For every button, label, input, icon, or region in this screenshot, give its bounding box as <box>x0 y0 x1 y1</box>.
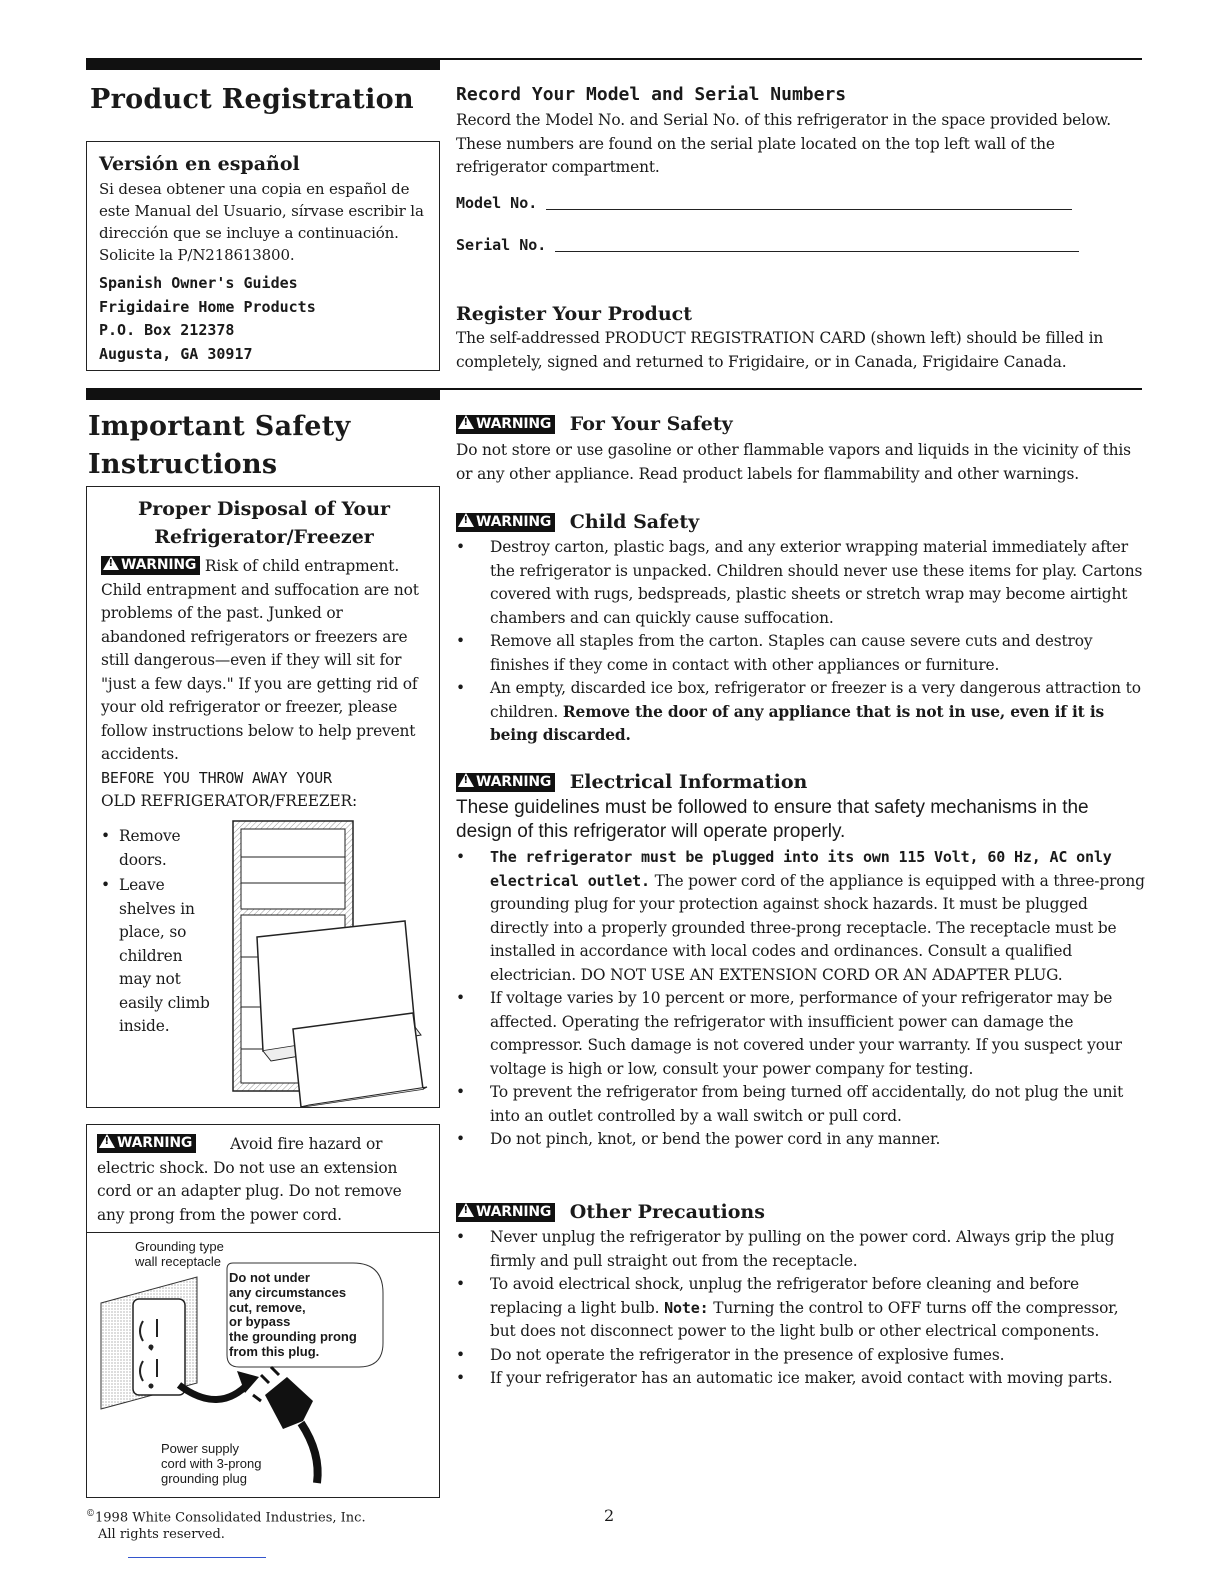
page-title-product-registration: Product Registration <box>90 84 414 115</box>
other-precautions-bullets <box>456 1226 1146 1391</box>
spanish-version-box <box>86 141 440 371</box>
list-item: • To avoid electrical shock, unplug the refrigerator before cleaning and before replacing a light bulb. Note: Turning the control to OFF turns off the compressor, but does not disconnect power to the light bulb or other electrical components. <box>456 1273 1146 1344</box>
model-number-label: Model No. <box>456 193 538 212</box>
top-rule-right <box>440 58 1142 60</box>
warning-badge: !WARNING <box>456 773 555 792</box>
model-number-field[interactable] <box>456 194 1146 212</box>
register-product-heading: Register Your Product <box>456 303 693 325</box>
list-item: • An empty, discarded ice box, refrigerator or freezer is a very dangerous attraction to children. Remove the door of any appliance that is not in use, even if it is being discarded. <box>456 677 1146 748</box>
grounding-plug-icon <box>253 1367 318 1483</box>
other-precautions-section <box>456 1200 1146 1391</box>
list-item: • Do not pinch, knot, or bend the power cord in any manner. <box>456 1128 1146 1152</box>
disposal-box <box>86 486 440 1108</box>
disposal-caps-line1: BEFORE YOU THROW AWAY YOUR <box>101 768 332 787</box>
disposal-text: Child entrapment and suffocation are not problems of the past. Junked or abandoned refrigerators or freezers are still dangerous—even if they will sit for "just a few days." If you are getting rid of your old refrigerator or freezer, please follow instructions below to help prevent accidents. <box>101 580 419 763</box>
middle-rule-right <box>440 388 1142 390</box>
list-item: • To prevent the refrigerator from being turned off accidentally, do not plug the unit into an outlet controlled by a wall switch or pull cord. <box>456 1081 1146 1128</box>
warning-triangle-icon <box>99 1134 115 1148</box>
other-precautions-heading: !WARNING Other Precautions <box>456 1200 1146 1224</box>
list-item: • If voltage varies by 10 percent or more, performance of your refrigerator may be affected. Operating the refrigerator with insufficient power can damage the compressor. Such damage is not covered under your warranty. If you suspect your voltage is high or low, consult your power company for testing. <box>456 987 1146 1081</box>
list-item: • Do not operate the refrigerator in the presence of explosive fumes. <box>456 1344 1146 1368</box>
serial-number-line[interactable] <box>555 251 1079 252</box>
safety-title-line1: Important Safety <box>88 411 351 442</box>
record-numbers-section <box>456 83 1146 254</box>
electrical-bullets <box>456 846 1146 1152</box>
model-number-line[interactable] <box>546 209 1072 210</box>
address-line: Frigidaire Home Products <box>99 297 316 316</box>
serial-number-label: Serial No. <box>456 235 547 254</box>
electrical-intro: These guidelines must be followed to ensure that safety mechanisms in the design of this refrigerator will operate properly. <box>456 797 1089 842</box>
fire-hazard-box <box>86 1124 440 1498</box>
record-numbers-heading: Record Your Model and Serial Numbers <box>456 84 847 105</box>
register-product-text: The self-addressed PRODUCT REGISTRATION CARD (shown left) should be filled in completely, signed and returned to Frigidaire, or in Canada, Frigidaire Canada. <box>456 329 1104 371</box>
list-item: • Never unplug the refrigerator by pulling on the power cord. Always grip the plug firmly and pull straight out from the receptacle. <box>456 1226 1146 1273</box>
warning-triangle-icon <box>458 415 474 429</box>
middle-rule-left <box>86 388 440 400</box>
fridge-freezer-compartment <box>241 829 345 909</box>
disposal-heading-line2: Refrigerator/Freezer <box>154 526 374 548</box>
cord-label: Power supply cord with 3-prong grounding plug <box>161 1441 262 1486</box>
warning-triangle-icon <box>103 556 119 570</box>
warning-triangle-icon <box>458 1203 474 1217</box>
warning-badge: !WARNING <box>101 556 200 575</box>
for-your-safety-heading: !WARNING For Your Safety <box>456 412 1146 436</box>
record-numbers-text: Record the Model No. and Serial No. of this refrigerator in the space provided below. These numbers are found on the serial plate located on the top left wall of the refrigerator compartment. <box>456 111 1111 176</box>
disposal-bullet: • Leave shelves in place, so children may not easily climb inside. <box>101 874 211 1039</box>
spanish-address <box>99 272 427 366</box>
disposal-warning <box>101 555 427 579</box>
list-item: • If your refrigerator has an automatic ice maker, avoid contact with moving parts. <box>456 1367 1146 1391</box>
list-item: • The refrigerator must be plugged into its own 115 Volt, 60 Hz, AC only electrical outlet. The power cord of the appliance is equipped with a three-prong grounding plug for your protection against shock hazards. It must be plugged directly into a properly grounded three-prong receptacle. The receptacle must be installed in accordance with local codes and ordinances. Consult a qualified electrician. DO NOT USE AN EXTENSION CORD OR AN ADAPTER PLUG. <box>456 846 1146 987</box>
fridge-lower-door <box>293 1013 423 1107</box>
disposal-heading-line1: Proper Disposal of Your <box>137 498 391 520</box>
register-product-section <box>456 302 1146 374</box>
warning-triangle-icon <box>458 773 474 787</box>
for-your-safety-text: Do not store or use gasoline or other flammable vapors and liquids in the vicinity of this or any other appliance. Read product labels for flammability and other warnings. <box>456 441 1131 483</box>
for-your-safety-section <box>456 412 1146 486</box>
electrical-section <box>456 770 1146 1152</box>
warning-badge: !WARNING <box>456 1203 555 1222</box>
address-line: Spanish Owner's Guides <box>99 274 298 292</box>
receptacle-label: Grounding type wall receptacle <box>135 1239 224 1269</box>
address-line: Augusta, GA 30917 <box>99 344 253 363</box>
plug-callout-text: Do not under any circumstances cut, remove, or bypass the grounding prong from this plug. <box>229 1270 357 1359</box>
disposal-heading <box>101 495 427 551</box>
spanish-text: Si desea obtener una copia en español de este Manual del Usuario, sírvase escribir la dirección que se incluye a continuación. Solicite la P/N218613800. <box>99 180 424 264</box>
child-safety-heading: !WARNING Child Safety <box>456 510 1146 534</box>
top-rule-left <box>86 58 440 70</box>
safety-title-line2: Instructions <box>88 449 278 480</box>
list-item: • Destroy carton, plastic bags, and any exterior wrapping material immediately after the refrigerator is unpacked. Children should never use these items for play. Cartons covered with rugs, bedspreads, plastic sheets or stretch wrap may become airtight chambers and can quickly cause suffocation. <box>456 536 1146 630</box>
list-item: • Remove all staples from the carton. Staples can cause severe cuts and destroy finishes if they come in contact with other appliances or furniture. <box>456 630 1146 677</box>
fire-warning-text: !WARNING Avoid fire hazard or electric shock. Do not use an extension cord or an adapter plug. Do not remove any prong from the power cord. <box>97 1133 429 1227</box>
disposal-warning-text: Risk of child entrapment. <box>204 557 400 575</box>
disposal-caps-line2: OLD REFRIGERATOR/FREEZER: <box>101 792 357 810</box>
footer-link-underline <box>128 1557 266 1558</box>
page-number: 2 <box>604 1506 615 1525</box>
disposal-bullets <box>101 825 211 1039</box>
spanish-heading: Versión en español <box>99 153 300 175</box>
child-safety-bullets <box>456 536 1146 748</box>
warning-triangle-icon <box>458 513 474 527</box>
copyright: ©1998 White Consolidated Industries, Inc. All rights reserved. <box>86 1509 366 1543</box>
disposal-bullet: • Remove doors. <box>101 825 211 872</box>
safety-title <box>88 408 351 484</box>
warning-badge: !WARNING <box>97 1134 196 1153</box>
address-line: P.O. Box 212378 <box>99 321 235 339</box>
serial-number-field[interactable] <box>456 236 1146 254</box>
warning-badge: !WARNING <box>456 513 555 532</box>
refrigerator-illustration <box>227 817 437 1107</box>
warning-badge: !WARNING <box>456 415 555 434</box>
electrical-heading: !WARNING Electrical Information <box>456 770 1146 794</box>
child-safety-section <box>456 510 1146 748</box>
